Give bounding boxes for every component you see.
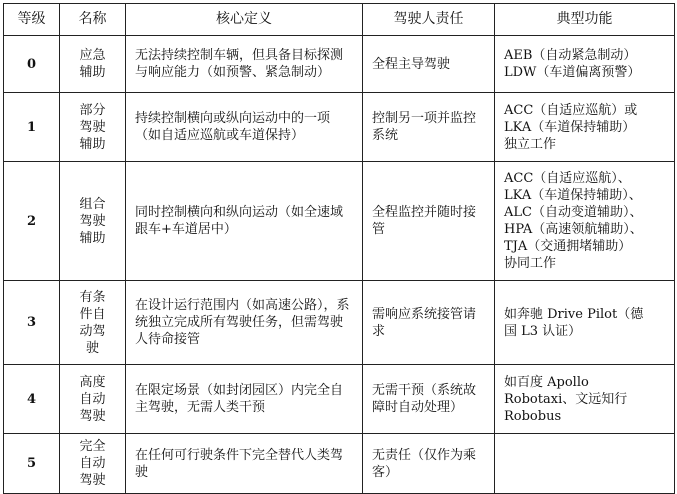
function-line: LKA（车道保持辅助）、 <box>504 188 642 203</box>
function-line: LKA（车道保持辅助） <box>504 119 636 135</box>
responsibility-cell: 控制另一项并监控系统 <box>363 93 495 162</box>
functions-cell <box>495 36 675 93</box>
function-line: AEB（自动紧急制动） <box>504 48 637 63</box>
level-cell: 2 <box>4 162 60 281</box>
function-line: 独立工作 <box>504 136 557 152</box>
function-line: Robobus <box>504 408 562 424</box>
table-row <box>4 281 675 365</box>
level-cell: 4 <box>4 365 60 434</box>
responsibility-cell: 全程监控并随时接管 <box>363 162 495 281</box>
table-row <box>4 434 675 494</box>
function-line: ACC（自适应巡航）、 <box>504 171 631 186</box>
table-row <box>4 36 675 93</box>
definition-cell: 同时控制横向和纵向运动（如全速域跟车+车道居中） <box>126 162 363 281</box>
table-header-row <box>4 4 675 36</box>
functions-cell <box>495 365 675 434</box>
function-line: 国 L3 认证） <box>504 323 582 339</box>
function-line: Robotaxi、文远知行 <box>504 391 628 407</box>
name-cell: 组合驾驶辅助 <box>79 196 106 246</box>
header-name: 名称 <box>60 4 126 36</box>
table-row <box>4 93 675 162</box>
responsibility-cell: 无需干预（系统故障时自动处理） <box>363 365 495 434</box>
level-cell: 0 <box>4 36 60 93</box>
name-cell: 完全自动驾驶 <box>79 439 106 488</box>
responsibility-cell: 需响应系统接管请求 <box>363 281 495 365</box>
name-cell: 应急辅助 <box>79 48 106 80</box>
function-line: ACC（自适应巡航）或 <box>504 102 638 118</box>
function-line: 如百度 Apollo <box>504 374 589 390</box>
functions-cell <box>495 434 675 494</box>
function-line: TJA（交通拥堵辅助） <box>504 239 632 254</box>
header-functions: 典型功能 <box>495 4 675 36</box>
function-line: 协同工作 <box>504 256 557 271</box>
responsibility-cell: 全程主导驾驶 <box>363 36 495 93</box>
header-responsibility: 驾驶人责任 <box>363 4 495 36</box>
level-cell: 1 <box>4 93 60 162</box>
definition-cell: 持续控制横向或纵向运动中的一项（如自适应巡航或车道保持） <box>126 93 363 162</box>
name-cell: 高度自动驾驶 <box>79 374 106 424</box>
responsibility-cell: 无责任（仅作为乘客） <box>363 434 495 494</box>
level-cell: 3 <box>4 281 60 365</box>
function-line: LDW（车道偏离预警） <box>504 65 641 80</box>
definition-cell: 在任何可行驶条件下完全替代人类驾驶 <box>126 434 363 494</box>
name-cell: 部分驾驶辅助 <box>79 102 106 152</box>
driving-automation-levels-table <box>3 3 675 494</box>
function-line: ALC（自动变道辅助）、 <box>504 205 643 220</box>
function-line: HPA（高速领航辅助）、 <box>504 222 643 237</box>
definition-cell: 无法持续控制车辆，但具备目标探测与响应能力（如预警、紧急制动） <box>126 36 363 93</box>
name-cell: 有条件自动驾驶 <box>79 289 106 356</box>
header-definition: 核心定义 <box>126 4 363 36</box>
functions-cell <box>495 93 675 162</box>
functions-cell <box>495 281 675 365</box>
table-row <box>4 162 675 281</box>
level-cell: 5 <box>4 434 60 494</box>
functions-cell <box>495 162 675 281</box>
definition-cell: 在限定场景（如封闭园区）内完全自主驾驶，无需人类干预 <box>126 365 363 434</box>
table-row <box>4 365 675 434</box>
header-level: 等级 <box>4 4 60 36</box>
definition-cell: 在设计运行范围内（如高速公路），系统独立完成所有驾驶任务，但需驾驶人待命接管 <box>126 281 363 365</box>
function-line: 如奔驰 Drive Pilot（德 <box>504 306 644 322</box>
